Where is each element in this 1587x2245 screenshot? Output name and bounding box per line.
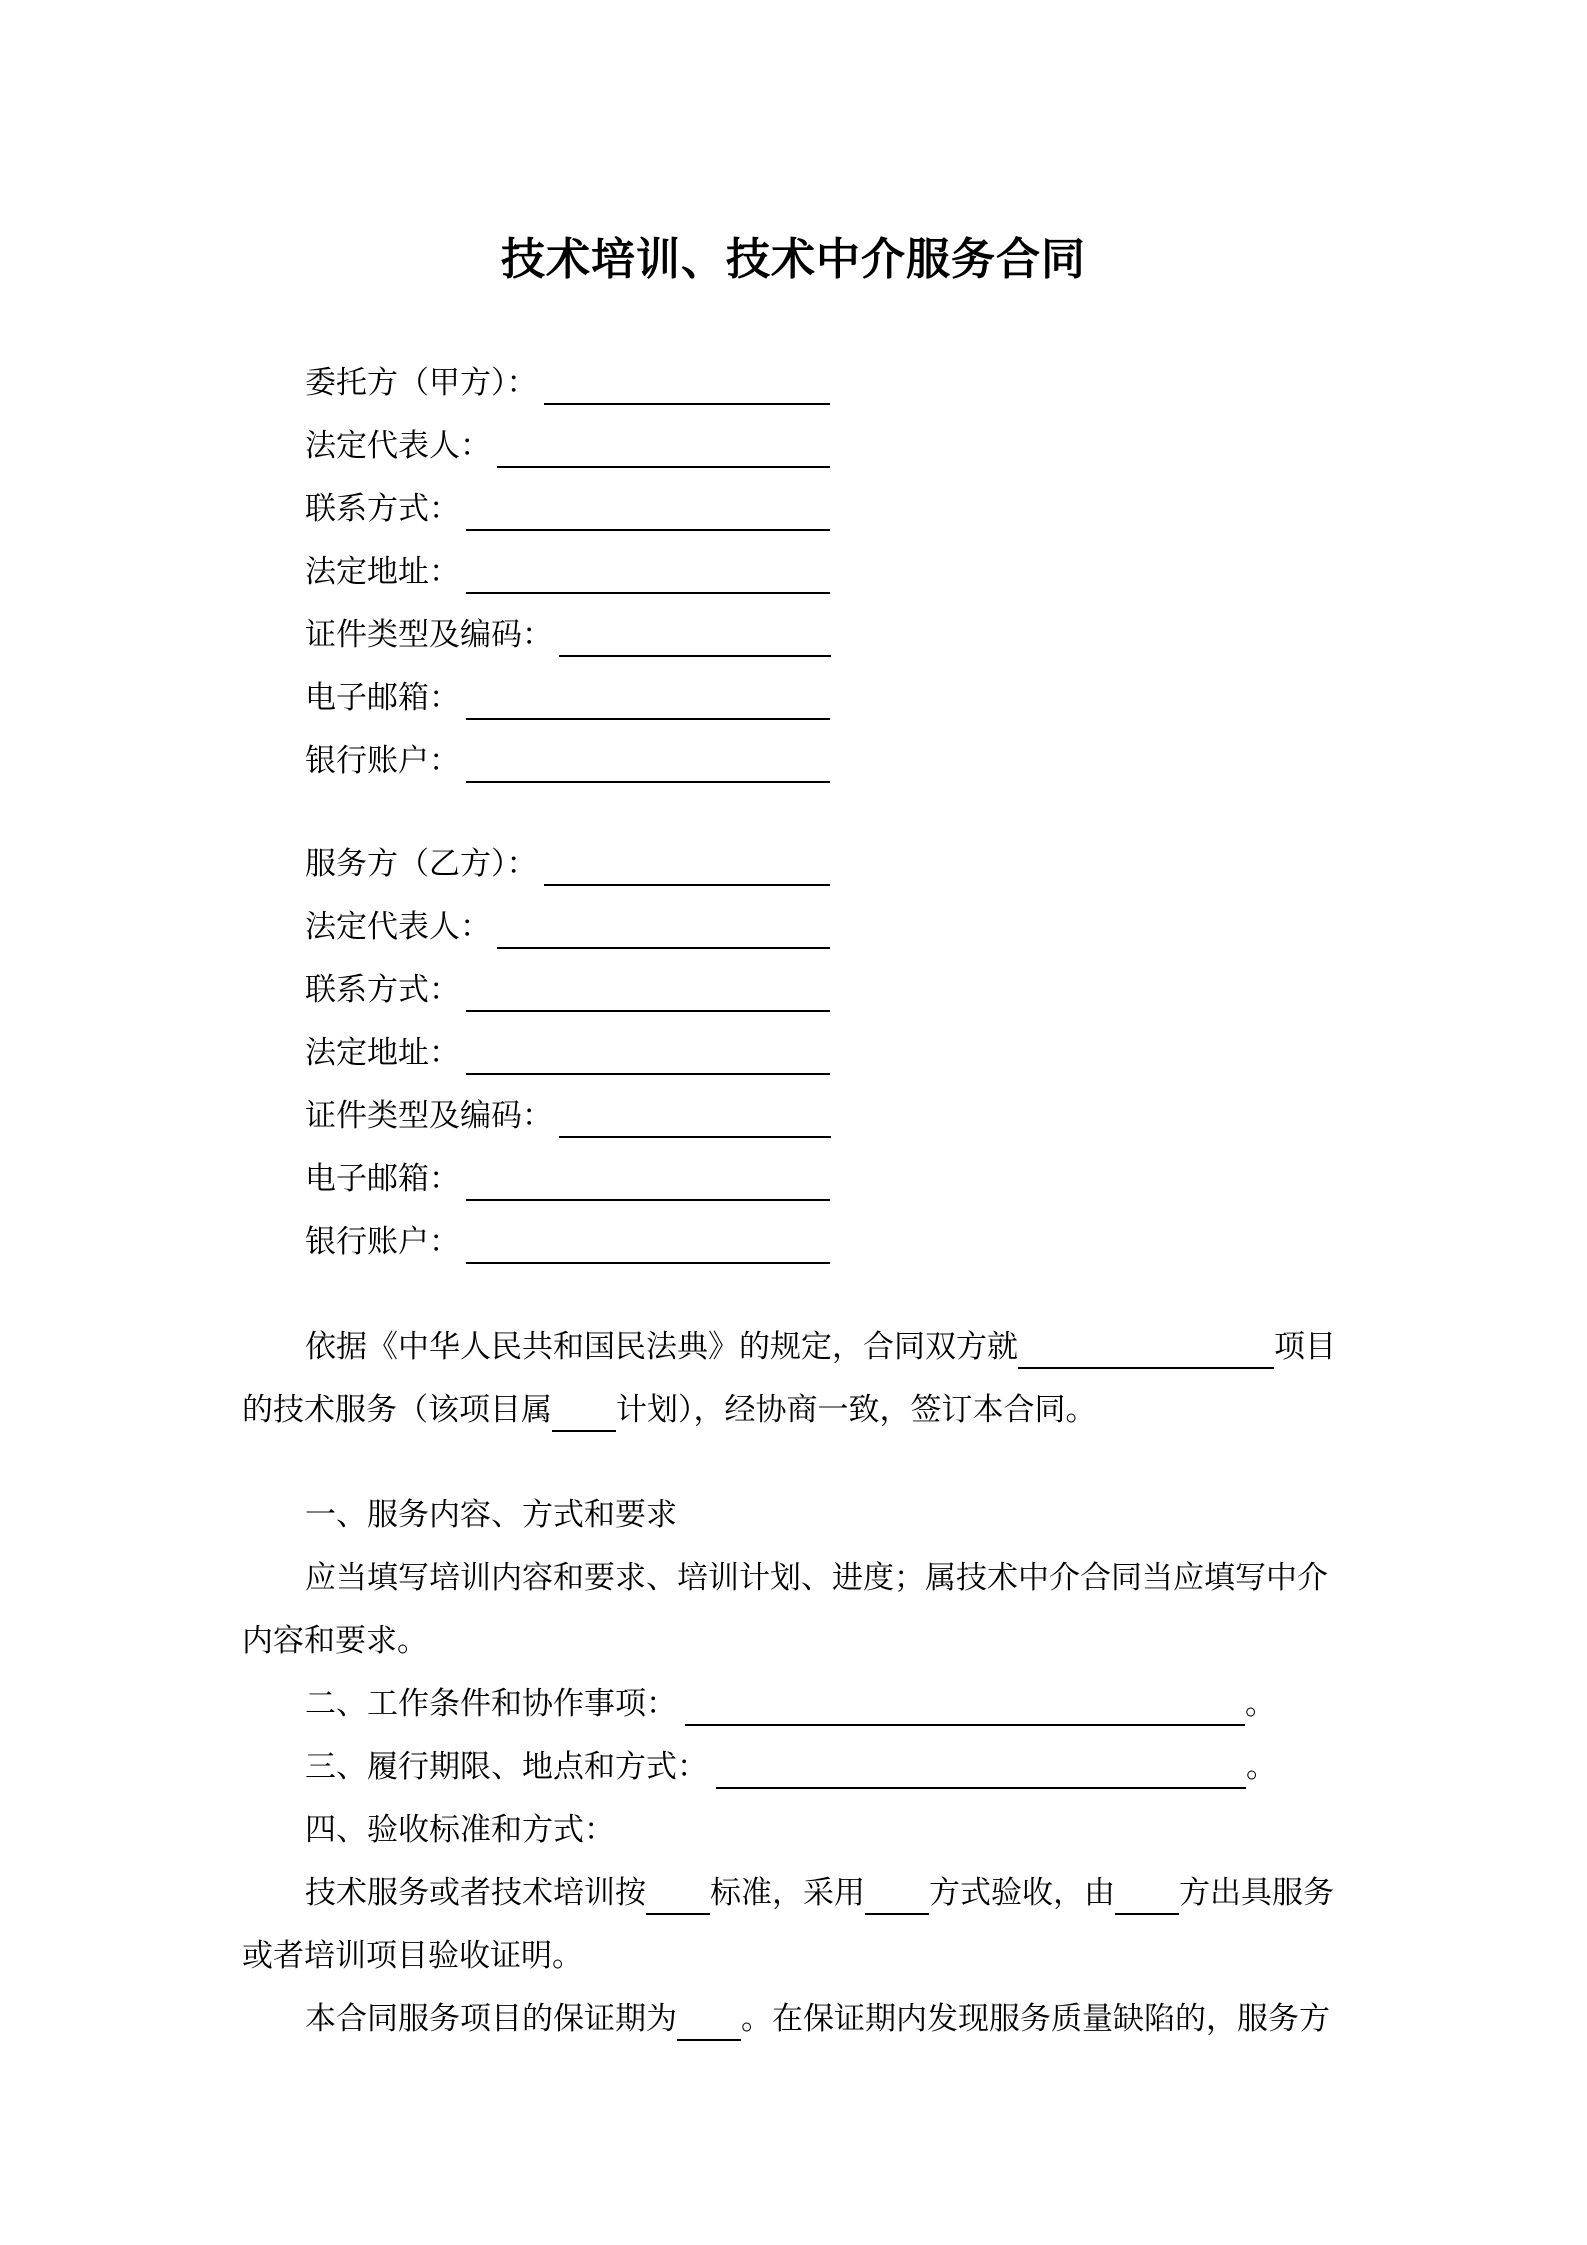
warranty-period-blank[interactable] (677, 2003, 741, 2041)
document-title: 技术培训、技术中介服务合同 (501, 234, 1086, 285)
intro-line-1 (305, 1325, 1336, 1369)
section-1-body-line-2: 内容和要求。 (242, 1623, 428, 1659)
field-label: 法定代表人： (305, 909, 491, 945)
party-b-representative-field (305, 899, 830, 949)
fill-blank[interactable] (497, 911, 830, 949)
party-a-name-field (305, 355, 830, 405)
party-b-bank-field (305, 1214, 830, 1264)
fill-blank[interactable] (466, 1037, 830, 1075)
field-label: 法定代表人： (305, 428, 491, 464)
fill-blank[interactable] (544, 848, 830, 886)
term-place-method-blank[interactable] (716, 1751, 1246, 1789)
fill-blank[interactable] (466, 974, 830, 1012)
fill-blank[interactable] (466, 493, 830, 531)
section-4-heading: 四、验收标准和方式： (305, 1812, 615, 1848)
party-a-id-field (305, 607, 831, 657)
field-label: 电子邮箱： (305, 1161, 460, 1197)
fill-blank[interactable] (466, 1226, 830, 1264)
period: 。 (1245, 1686, 1276, 1722)
party-a-bank-field (305, 733, 830, 783)
section-1-heading: 一、服务内容、方式和要求 (305, 1497, 677, 1533)
field-label: 委托方（甲方）： (305, 365, 538, 401)
section-4-text: 方式验收，由 (929, 1875, 1115, 1911)
section-3-label: 三、履行期限、地点和方式： (305, 1749, 708, 1785)
fill-blank[interactable] (559, 619, 831, 657)
section-4-text: 标准，采用 (710, 1875, 865, 1911)
section-4-text: 技术服务或者技术培训按 (305, 1875, 646, 1911)
project-name-blank[interactable] (1018, 1331, 1274, 1369)
fill-blank[interactable] (497, 430, 830, 468)
section-4-text: 。在保证期内发现服务质量缺陷的，服务方 (741, 2001, 1330, 2037)
field-label: 证件类型及编码： (305, 1098, 553, 1134)
plan-blank[interactable] (552, 1394, 616, 1432)
section-2-line (305, 1682, 1276, 1726)
party-b-name-field (305, 836, 830, 886)
section-4-line-2: 或者培训项目验收证明。 (242, 1938, 583, 1974)
fill-blank[interactable] (466, 745, 830, 783)
intro-text: 项目 (1274, 1329, 1336, 1365)
section-4-line-1 (305, 1871, 1334, 1915)
fill-blank[interactable] (544, 367, 830, 405)
intro-text: 计划），经协商一致，签订本合同。 (616, 1392, 1097, 1428)
field-label: 证件类型及编码： (305, 617, 553, 653)
field-label: 联系方式： (305, 491, 460, 527)
party-b-id-field (305, 1088, 831, 1138)
fill-blank[interactable] (466, 1163, 830, 1201)
fill-blank[interactable] (466, 556, 830, 594)
method-blank[interactable] (865, 1877, 929, 1915)
section-2-label: 二、工作条件和协作事项： (305, 1686, 677, 1722)
period: 。 (1246, 1749, 1277, 1785)
section-3-line (305, 1745, 1277, 1789)
field-label: 法定地址： (305, 554, 460, 590)
section-4-text: 方出具服务 (1179, 1875, 1334, 1911)
field-label: 银行账户： (305, 1224, 460, 1260)
intro-text: 依据《中华人民共和国民法典》的规定，合同双方就 (305, 1329, 1018, 1365)
party-a-representative-field (305, 418, 830, 468)
field-label: 联系方式： (305, 972, 460, 1008)
intro-line-2 (242, 1388, 1097, 1432)
section-1-body-line-1: 应当填写培训内容和要求、培训计划、进度；属技术中介合同当应填写中介 (305, 1560, 1328, 1596)
section-4-text: 本合同服务项目的保证期为 (305, 2001, 677, 2037)
field-label: 法定地址： (305, 1035, 460, 1071)
field-label: 银行账户： (305, 743, 460, 779)
fill-blank[interactable] (466, 682, 830, 720)
party-a-email-field (305, 670, 830, 720)
standard-blank[interactable] (646, 1877, 710, 1915)
party-blank[interactable] (1115, 1877, 1179, 1915)
party-a-address-field (305, 544, 830, 594)
intro-text: 的技术服务（该项目属 (242, 1392, 552, 1428)
party-a-contact-field (305, 481, 830, 531)
field-label: 电子邮箱： (305, 680, 460, 716)
party-b-address-field (305, 1025, 830, 1075)
field-label: 服务方（乙方）： (305, 846, 538, 882)
work-conditions-blank[interactable] (685, 1688, 1245, 1726)
party-b-email-field (305, 1151, 830, 1201)
fill-blank[interactable] (559, 1100, 831, 1138)
section-4-line-3 (305, 1997, 1330, 2041)
party-b-contact-field (305, 962, 830, 1012)
